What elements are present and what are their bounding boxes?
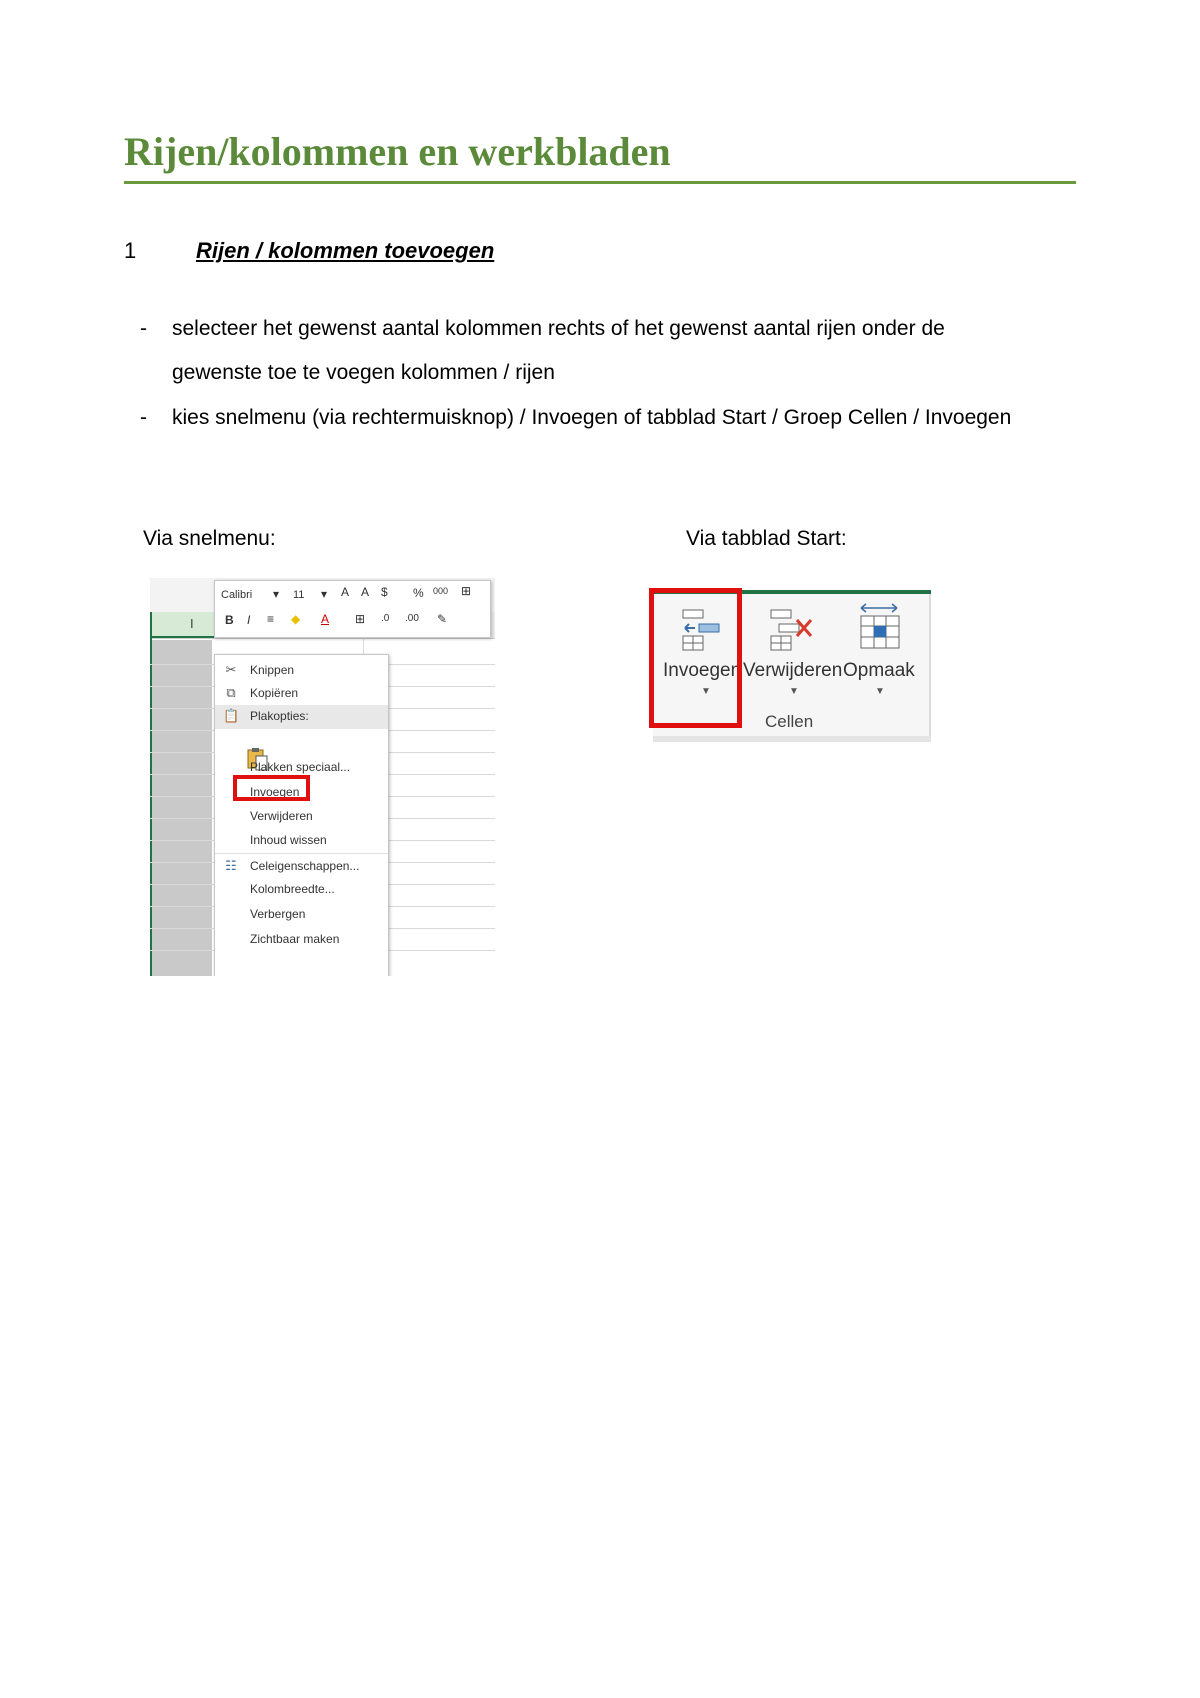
menu-item-celeigenschappen[interactable]	[215, 855, 388, 879]
delete-button[interactable]	[743, 594, 843, 706]
format-label: Opmaak	[843, 660, 915, 681]
percent-icon[interactable]: %	[413, 586, 424, 600]
delete-label: Verwijderen	[743, 660, 843, 681]
accounting-format-icon[interactable]: $	[381, 585, 388, 599]
menu-item-kolombreedte[interactable]	[215, 878, 388, 902]
chevron-down-icon[interactable]: ▾	[321, 587, 328, 601]
ribbon-screenshot	[653, 590, 931, 745]
section-number: 1	[124, 238, 137, 263]
bullet-dash: -	[140, 317, 147, 340]
format-painter-icon[interactable]: ✎	[437, 612, 448, 626]
delete-cells-icon	[769, 608, 815, 652]
title-underline	[124, 181, 1076, 184]
chevron-down-icon[interactable]: ▾	[273, 587, 280, 601]
menu-item-verbergen[interactable]	[215, 903, 388, 927]
menu-item-label: Invoegen	[250, 785, 300, 799]
font-size-box[interactable]: 11	[293, 589, 305, 601]
menu-item-inhoud-wissen[interactable]	[215, 829, 388, 853]
font-color-icon[interactable]: A	[321, 612, 330, 626]
caption-left: Via snelmenu:	[143, 527, 276, 550]
caption-right: Via tabblad Start:	[686, 527, 847, 550]
chevron-down-icon: ▼	[789, 686, 799, 697]
grow-font-icon[interactable]: A	[341, 585, 350, 599]
menu-item-label: Verbergen	[250, 907, 306, 921]
page-title: Rijen/kolommen en werkbladen	[124, 129, 671, 174]
ribbon-bottom-edge	[653, 736, 931, 742]
increase-decimal-icon[interactable]: .0	[381, 613, 390, 624]
borders-icon[interactable]: ⊞	[355, 612, 366, 626]
menu-item-label: Kolombreedte...	[250, 882, 335, 896]
bullet-text: selecteer het gewenst aantal kolommen rechts of het gewenst aantal rijen onder de gewenste toe te voegen kolommen / rijen	[172, 317, 945, 384]
selected-column	[150, 640, 212, 976]
bullet-text: kies snelmenu (via rechtermuisknop) / Invoegen of tabblad Start / Groep Cellen / Invoegen	[172, 406, 1012, 429]
chevron-down-icon: ▼	[701, 686, 711, 697]
scissors-icon: ✂	[225, 662, 237, 677]
decrease-decimal-icon[interactable]: .00	[405, 613, 419, 624]
copy-icon: ⧉	[226, 685, 236, 700]
comma-style-icon[interactable]: 000	[433, 586, 449, 596]
menu-item-label: Kopiëren	[250, 686, 299, 700]
shrink-font-icon[interactable]: A	[361, 585, 370, 599]
menu-item-label: Zichtbaar maken	[250, 932, 340, 946]
menu-item-zichtbaar-maken[interactable]	[215, 928, 388, 952]
borders-icon[interactable]: ⊞	[461, 584, 472, 598]
context-menu	[214, 654, 389, 976]
highlight-box	[233, 775, 310, 801]
column-letter: I	[190, 616, 194, 631]
menu-item-knippen[interactable]	[215, 659, 388, 683]
bullet-dash: -	[140, 406, 147, 429]
insert-label: Invoegen	[663, 660, 742, 681]
italic-icon[interactable]: I	[247, 613, 251, 627]
group-label: Cellen	[765, 712, 814, 731]
selection-border	[150, 612, 152, 976]
menu-item-verwijderen[interactable]	[215, 805, 388, 829]
format-button[interactable]	[843, 594, 929, 706]
section-title: Rijen / kolommen toevoegen	[196, 238, 495, 263]
paste-options-icon: 📋	[223, 708, 240, 723]
format-icon	[857, 602, 903, 652]
chevron-down-icon: ▼	[875, 686, 885, 697]
menu-item-plakopties	[215, 705, 388, 729]
menu-item-kopieren[interactable]	[215, 682, 388, 706]
mini-toolbar	[214, 580, 491, 638]
menu-item-label: Knippen	[250, 663, 295, 677]
menu-item-label: Verwijderen	[250, 809, 313, 823]
bold-icon[interactable]: B	[225, 613, 234, 627]
menu-separator	[215, 853, 388, 854]
group-divider	[929, 594, 931, 737]
menu-item-label: Celeigenschappen...	[250, 859, 360, 873]
menu-item-label: Plakken speciaal...	[250, 760, 351, 774]
highlight-box	[649, 588, 742, 728]
font-name-box[interactable]: Calibri	[221, 589, 253, 601]
menu-item-label: Inhoud wissen	[250, 833, 327, 847]
fill-color-icon[interactable]: ◆	[291, 612, 301, 626]
context-menu-screenshot	[150, 578, 495, 976]
menu-item-label: Plakopties:	[250, 709, 309, 723]
align-center-icon[interactable]: ≡	[267, 612, 275, 626]
format-cells-icon: ☷	[225, 858, 237, 873]
